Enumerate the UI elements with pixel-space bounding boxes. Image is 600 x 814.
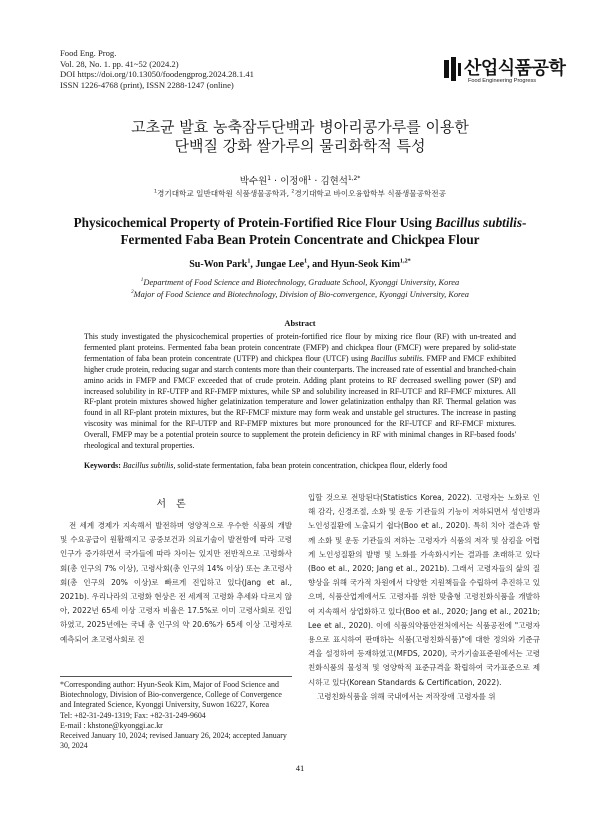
affil-en-line-2 <box>0 289 600 301</box>
author-en-corresponding-mark: * <box>407 257 411 265</box>
body-right-paragraph-2: 고령친화식품을 위해 국내에서는 저작장애 고령자를 위 <box>317 691 496 701</box>
english-title <box>0 214 600 248</box>
page-number: 41 <box>295 763 305 773</box>
logo-mark-icon <box>442 56 462 82</box>
abstract-body <box>84 332 516 452</box>
affil-en-line-1 <box>0 277 600 289</box>
author-ko-corresponding-mark: * <box>357 175 361 182</box>
section-heading-introduction: 서론 <box>156 499 196 510</box>
body-left-paragraph-1: 전 세계 경제가 지속해서 발전하며 영양적으로 우수한 식품의 개발 및 수요공급이 원활해지고 공중보건과 의료기술이 발전함에 따라 고령인구가 증가하면서 국가들에 따라 차이는 있지만 전반적으로 고령화사회(총 인구의 7% 이상), 고령사회(총 인구의 14% 이상) 또는 초고령사회(총 인구의 20% 이상)로 빠르게 진입하고 있다(Jang et al., 2021b). 우리나라의 고령화 현상은 전 세계적 고령화 추세와 다르지 않아, 2022년 65세 이상 고령자 비율은 17.5%로 이미 고령사회로 진입하였고, 2025년에는 국내 총 인구의 약 20.6%가 65세 이상 고령자로 예측되어 초고령사회로 진 <box>60 521 292 644</box>
author-en-3-sup <box>400 258 411 265</box>
body-column-right <box>308 491 540 704</box>
body-column-left <box>60 519 292 647</box>
affil-ko-sup-2: 2 <box>291 189 295 195</box>
affil-en-2: Major of Food Science and Biotechnology, Division of Bio-convergence, Kyonggi University, Korea <box>133 289 469 299</box>
affil-ko-sup-1: 1 <box>154 189 158 195</box>
english-title-line-1b: - <box>521 215 527 230</box>
author-ko-2: 이정애 <box>280 176 308 187</box>
journal-metadata <box>60 48 254 90</box>
footnote-line-3[interactable]: E-mail : khstone@kyonggi.ac.kr <box>60 720 163 730</box>
korean-authors <box>0 173 600 187</box>
author-ko-1: 박수원 <box>239 176 268 187</box>
affil-ko-2: 경기대학교 바이오융합학부 식품생물공학전공 <box>294 189 446 198</box>
korean-title-line-1: 고초균 발효 농축잠두단백과 병아리콩가루를 이용한 <box>131 118 469 136</box>
author-en-sep-2: , and <box>307 259 331 270</box>
author-ko-3-sup <box>348 176 360 182</box>
author-en-2-sup: 1 <box>304 257 308 265</box>
keywords-italic: Bacillus subtilis <box>122 461 174 470</box>
abstract-part-2: . FMFP and FMCF exhibited higher crude protein, reducing sugar and starch contents more than their counterparts. The increased rate of essential and branched-chain amino acids in FMFP and FMCF exceeded that of crude protein. Adding plant proteins to RF decreased swelling power (SP) and increased solubility in RF-UTFP and RF-FMFP mixtures, while SP and solubility increased in RF-UTCF and RF-FMCF mixtures. All RF-plant protein mixtures showed higher gelatinization temperature and lower gelatinization enthalpy than RF. Thermal gelation was found in all RF-plant protein mixtures, but the RF-FMCF mixture may form weak and unstable gel structures. The increase in pasting viscosity was minimal for the RF-UTFP and RF-FMFP mixtures but more pronounced for the RF-UTCF and RF-FMCF mixtures. Overall, FMFP may be a potential protein source to supplement the protein deficiency in RF with minimal changes in RF-based foods' rheological and textural properties. <box>84 353 516 451</box>
journal-name: Food Eng. Prog. <box>60 48 117 58</box>
author-ko-3-sup-num: 1,2 <box>347 175 358 182</box>
footnote-divider <box>60 676 292 677</box>
abstract-italic: Bacillus subtilis <box>370 353 423 363</box>
english-title-line-1 <box>0 214 600 231</box>
logo-korean-text: 산업식품공학 <box>464 58 566 79</box>
footnote-line-2: Tel: +82-31-249-1319; Fax: +82-31-249-9604 <box>60 710 206 720</box>
author-ko-2-sup: 1 <box>307 175 312 182</box>
corresponding-author-footnote <box>60 680 292 751</box>
author-en-3-sup-num: 1,2 <box>399 257 408 265</box>
english-authors <box>0 259 600 270</box>
author-ko-1-sup: 1 <box>267 175 272 182</box>
keywords-list: , solid-state fermentation, faba bean protein concentration, chickpea flour, elderly food <box>173 461 448 470</box>
korean-title-line-2: 단백질 강화 쌀가루의 물리화학적 특성 <box>174 137 426 155</box>
affil-ko-1: 경기대학교 일반대학원 식품생물공학과, <box>157 189 292 198</box>
journal-logo <box>442 54 566 90</box>
author-ko-sep-1: · <box>271 176 281 187</box>
author-en-sep-1: , <box>250 259 256 270</box>
affil-en-sup-1: 1 <box>140 277 144 284</box>
english-title-line-2: Fermented Faba Bean Protein Concentrate and Chickpea Flour <box>120 232 480 247</box>
footnote-line-1: *Corresponding author: Hyun-Seok Kim, Major of Food Science and Biotechnology, Division of Bio-convergence, College of Convergence and Integrated Science, Kyonggi University, Suwon 16227, Korea <box>60 680 282 710</box>
author-en-1-sup: 1 <box>247 257 251 265</box>
english-title-line-1a: Physicochemical Property of Protein-Fortified Rice Flour Using <box>73 215 436 230</box>
footnote-line-4: Received January 10, 2024; revised January 26, 2024; accepted January 30, 2024 <box>60 731 287 751</box>
abstract-part-1: This study investigated the physicochemical properties of protein-fortified rice flour by mixing rice flour (RF) with un-treated and fermented plant proteins. Fermented faba bean protein concentrate (FMFP) and chickpea flour (FMCF) were prepared by solid-state fermentation of faba bean protein concentrate (UTFP) and chickpea flour (UTCF) using <box>84 332 516 363</box>
journal-doi[interactable]: DOI https://doi.org/10.13050/foodengprog.2024.28.1.41 <box>60 69 254 80</box>
affil-en-sup-2: 2 <box>131 288 134 295</box>
body-right-paragraph-1: 입할 것으로 전망된다(Statistics Korea, 2022). 고령자는 노화로 인해 감각, 신경조절, 소화 및 운동 기관들의 기능이 저하되면서 성인병과 노인성질환에 노출되기 쉽다(Boo et al., 2020). 특히 치아 결손과 함께 소화 및 운동 기관들의 저하는 고령자가 식품의 저작 및 삼킴을 어렵게 노인성질환의 발병 및 노화를 가속화시키는 결과를 초래하고 있다(Boo et al., 2020; Jang et al., 2021b). 그래서 고령자들의 삶의 질 향상을 위해 국가적 차원에서 다양한 지원책들을 수립하여 추진하고 있으며, 식품산업계에서도 고령자를 위한 맞춤형 고령친화식품을 개발하여 지속해서 상업화하고 있다(Boo et al., 2020; Jang et al., 2021b; Lee et al., 2020). 이에 식품의약품안전처에서는 식품공전에 "고령자용으로 표시하여 판매하는 식품(고령친화식품)"에 대한 정의와 기준규격을 설정하여 등재하였고(MFDS, 2020), 국가기술표준원에서는 고령친화식품의 물성적 및 영양학적 표준규격을 확립하여 국가표준으로 제시하고 있다(Korean Standards & Certification, 2022). <box>308 493 540 687</box>
korean-title <box>0 118 600 156</box>
author-ko-sep-2: · <box>311 176 321 187</box>
author-en-3: Hyun-Seok Kim <box>330 259 400 270</box>
journal-volume: Vol. 28, No. 1. pp. 41~52 (2024.2) <box>60 58 179 69</box>
keywords <box>84 461 516 472</box>
logo-english-text: Food Engineering Progress <box>468 78 537 84</box>
author-ko-3: 김현석 <box>320 176 348 187</box>
korean-affiliations <box>0 188 600 199</box>
english-affiliations <box>0 277 600 300</box>
journal-issn: ISSN 1226-4768 (print), ISSN 2288-1247 (online) <box>60 79 234 90</box>
keywords-label: Keywords: <box>84 461 121 470</box>
english-title-italic: Bacillus subtilis <box>435 215 522 230</box>
affil-en-1: Department of Food Science and Biotechnology, Graduate School, Kyonggi University, Korea <box>143 278 460 287</box>
author-en-1: Su-Won Park <box>189 259 248 270</box>
abstract-heading: Abstract <box>284 319 316 328</box>
author-en-2: Jungae Lee <box>255 259 305 270</box>
